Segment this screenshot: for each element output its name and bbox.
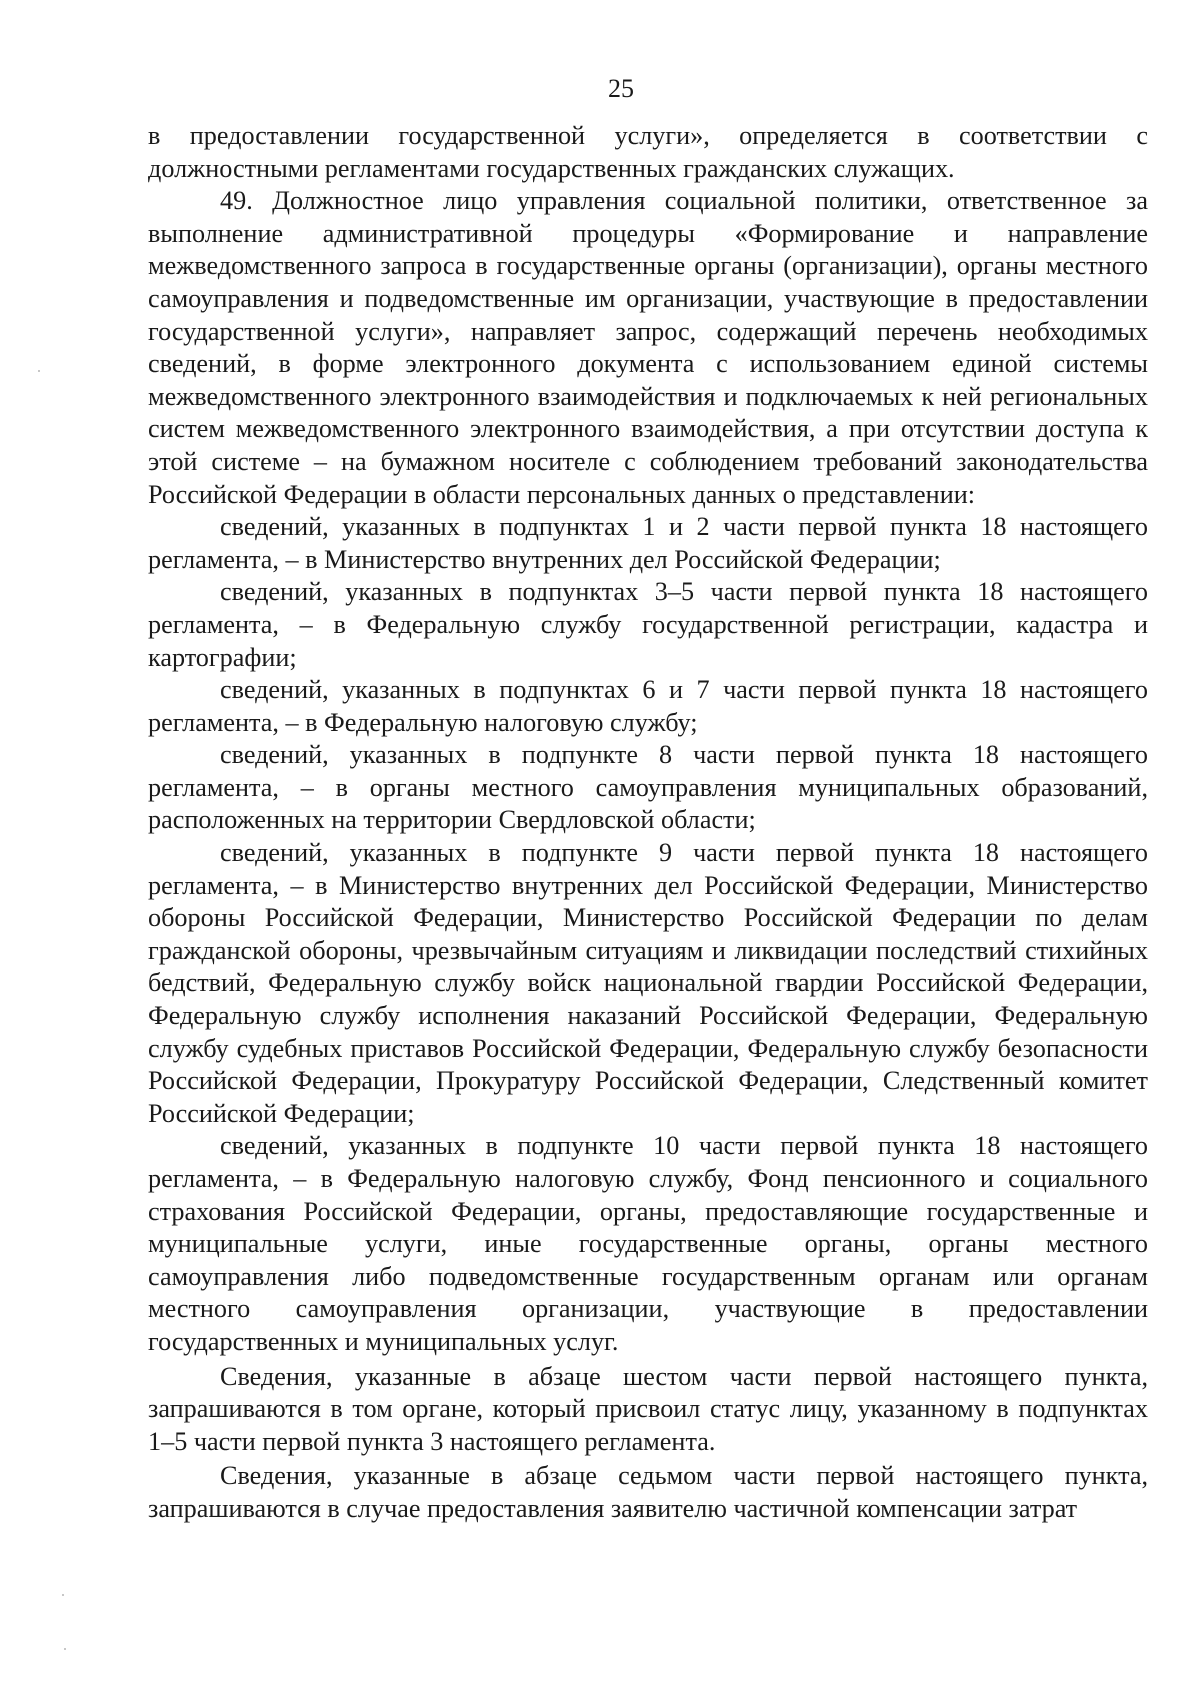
paragraph-subitem-4: сведений, указанных в подпункте 8 части первой пункта 18 настоящего регламента, – в органы местного самоуправления муниципальных образований, расположенных на территории Свердловской области; <box>148 740 1148 835</box>
paragraph-subitem-5: сведений, указанных в подпункте 9 части первой пункта 18 настоящего регламента, – в Министерство внутренних дел Российской Федерации, Министерство обороны Российской Федерации, Министерство Российской Федерации по делам гражданской обороны, чрезвычайным ситуациям и ликвидации последствий стихийных бедствий, Федеральную службу войск национальной гвардии Российской Федерации, Федеральную службу исполнения наказаний Российской Федерации, Федеральную службу судебных приставов Российской Федерации, Федеральную службу безопасности Российской Федерации, Прокуратуру Российской Федерации, Следственный комитет Российской Федерации; <box>148 838 1148 1128</box>
paragraph-subitem-1: сведений, указанных в подпунктах 1 и 2 части первой пункта 18 настоящего регламента, – в Министерство внутренних дел Российской Федерации; <box>148 512 1148 574</box>
scan-speck <box>62 1594 64 1596</box>
page-number: 25 <box>608 74 634 103</box>
paragraph-continuation: в предоставлении государственной услуги», определяется в соответствии с должностными регламентами государственных гражданских служащих. <box>148 121 1148 183</box>
paragraph-subitem-2: сведений, указанных в подпунктах 3–5 части первой пункта 18 настоящего регламента, – в Федеральную службу государственной регистрации, кадастра и картографии; <box>148 577 1148 672</box>
paragraph-note-1: Сведения, указанные в абзаце шестом части первой настоящего пункта, запрашиваются в том органе, который присвоил статус лицу, указанному в подпунктах 1–5 части первой пункта 3 настоящего регламента. <box>148 1361 1148 1456</box>
scan-speck <box>38 370 40 372</box>
document-body <box>148 120 1148 1526</box>
paragraph-item-49: 49. Должностное лицо управления социальной политики, ответственное за выполнение административной процедуры «Формирование и направление межведомственного запроса в государственные органы (организации), органы местного самоуправления и подведомственные им организации, участвующие в предоставлении государственной услуги», направляет запрос, содержащий перечень необходимых сведений, в форме электронного документа с использованием единой системы межведомственного электронного взаимодействия и подключаемых к ней региональных систем межведомственного электронного взаимодействия, а при отсутствии доступа к этой системе – на бумажном носителе с соблюдением требований законодательства Российской Федерации в области персональных данных о представлении: <box>148 186 1148 509</box>
paragraph-note-2: Сведения, указанные в абзаце седьмом части первой настоящего пункта, запрашиваются в случае предоставления заявителю частичной компенсации затрат <box>148 1461 1148 1523</box>
paragraph-subitem-3: сведений, указанных в подпунктах 6 и 7 части первой пункта 18 настоящего регламента, – в Федеральную налоговую службу; <box>148 675 1148 737</box>
scan-speck <box>64 1648 66 1650</box>
paragraph-subitem-6: сведений, указанных в подпункте 10 части первой пункта 18 настоящего регламента, – в Федеральную налоговую службу, Фонд пенсионного и социального страхования Российской Федерации, органы, предоставляющие государственные и муниципальные услуги, иные государственные органы, органы местного самоуправления либо подведомственные государственным органам или органам местного самоуправления организации, участвующие в предоставлении государственных и муниципальных услуг. <box>148 1131 1148 1356</box>
